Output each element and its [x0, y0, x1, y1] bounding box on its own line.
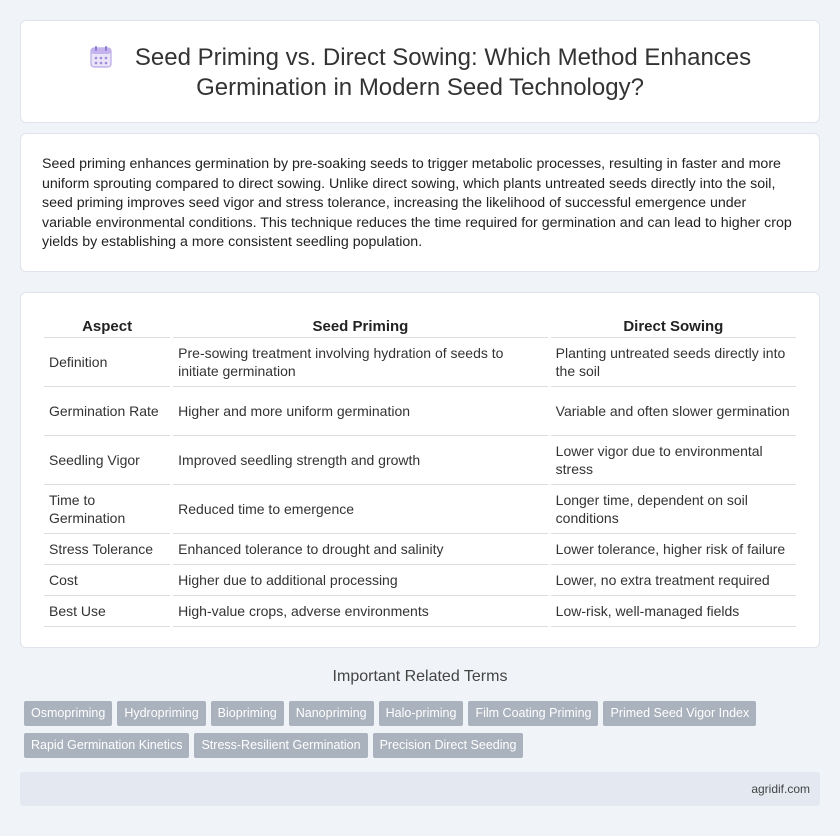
row-aspect: Best Use [44, 596, 170, 627]
summary-text: Seed priming enhances germination by pre-soaking seeds to trigger metabolic processes, resulting in faster and more uniform sprouting compared to direct sowing. Unlike direct sowing, which plants untreated seeds directly into the soil, seed priming improves seed vigor and stress tolerance, increasing the likelihood of successful emergence under variable environmental conditions. This technique reduces the time required for germination and can lead to higher crop yields by establishing a more consistent seedling population. [42, 156, 792, 251]
row-seed-priming: High-value crops, adverse environments [173, 596, 548, 627]
row-direct-sowing: Low-risk, well-managed fields [551, 596, 796, 627]
tag-hydropriming[interactable]: Hydropriming [117, 701, 205, 726]
tag-row [24, 733, 804, 765]
header-seed-priming: Seed Priming [173, 314, 548, 338]
row-direct-sowing: Planting untreated seeds directly into the soil [551, 338, 796, 387]
page-title [21, 43, 819, 103]
row-direct-sowing: Lower vigor due to environmental stress [551, 436, 796, 485]
tag-precision-direct-seeding[interactable]: Precision Direct Seeding [373, 733, 524, 758]
table-row [44, 485, 796, 534]
table-row [44, 596, 796, 627]
comparison-card [20, 292, 820, 648]
title-card [20, 20, 820, 123]
header-direct-sowing: Direct Sowing [551, 314, 796, 338]
table-row [44, 534, 796, 565]
calendar-icon [89, 45, 113, 69]
row-seed-priming: Pre-sowing treatment involving hydration of seeds to initiate germination [173, 338, 548, 387]
row-aspect: Germination Rate [44, 387, 170, 436]
tag-row [24, 701, 804, 733]
row-seed-priming: Reduced time to emergence [173, 485, 548, 534]
tag-film-coating-priming[interactable]: Film Coating Priming [468, 701, 598, 726]
row-seed-priming: Higher and more uniform germination [173, 387, 548, 436]
table-row [44, 338, 796, 387]
row-aspect: Seedling Vigor [44, 436, 170, 485]
table-header-row [44, 314, 796, 338]
row-aspect: Definition [44, 338, 170, 387]
footer [20, 772, 820, 806]
row-direct-sowing: Lower tolerance, higher risk of failure [551, 534, 796, 565]
row-seed-priming: Improved seedling strength and growth [173, 436, 548, 485]
row-seed-priming: Enhanced tolerance to drought and salinity [173, 534, 548, 565]
summary-card [20, 133, 820, 272]
row-direct-sowing: Lower, no extra treatment required [551, 565, 796, 596]
footer-site-link[interactable]: agridif.com [751, 782, 810, 796]
row-aspect: Cost [44, 565, 170, 596]
table-row [44, 387, 796, 436]
tag-biopriming[interactable]: Biopriming [211, 701, 284, 726]
row-direct-sowing: Longer time, dependent on soil conditions [551, 485, 796, 534]
header-aspect: Aspect [44, 314, 170, 338]
comparison-table [41, 314, 799, 627]
tag-rapid-germination-kinetics[interactable]: Rapid Germination Kinetics [24, 733, 189, 758]
table-row [44, 565, 796, 596]
title-line-1: Seed Priming vs. Direct Sowing: Which Method Enhances [134, 44, 752, 71]
row-seed-priming: Higher due to additional processing [173, 565, 548, 596]
tag-halo-priming[interactable]: Halo-priming [379, 701, 464, 726]
tag-stress-resilient-germination[interactable]: Stress-Resilient Germination [194, 733, 367, 758]
row-aspect: Time to Germination [44, 485, 170, 534]
tag-osmopriming[interactable]: Osmopriming [24, 701, 112, 726]
tag-nanopriming[interactable]: Nanopriming [289, 701, 374, 726]
table-row [44, 436, 796, 485]
row-aspect: Stress Tolerance [44, 534, 170, 565]
related-terms-heading: Important Related Terms [332, 668, 508, 685]
title-line-2: Germination in Modern Seed Technology? [196, 74, 644, 101]
related-terms-tags [24, 701, 804, 765]
tag-primed-seed-vigor-index[interactable]: Primed Seed Vigor Index [603, 701, 756, 726]
row-direct-sowing: Variable and often slower germination [551, 387, 796, 436]
